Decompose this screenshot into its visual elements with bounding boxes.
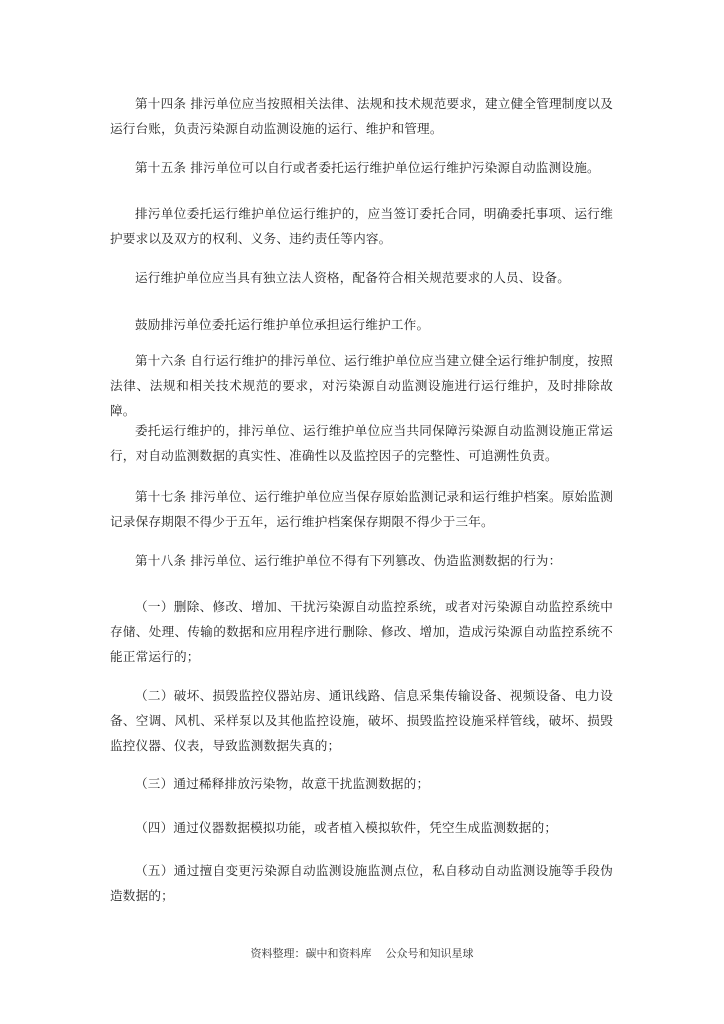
article-18-item-4: （四）通过仪器数据模拟功能，或者植入模拟软件，凭空生成监测数据的； xyxy=(135,820,558,835)
article-15-contract-paragraph: 排污单位委托运行维护单位运行维护的，应当签订委托合同，明确委托事项、运行维护要求以及双方的权利、义务、违约责任等内容。 xyxy=(110,206,613,246)
article-18-item-1: （一）删除、修改、增加、干扰污染源自动监控系统，或者对污染源自动监控系统中存储、处理、传输的数据和应用程序进行删除、修改、增加，造成污染源自动监控系统不能正常运行的； xyxy=(110,599,613,664)
article-15-encourage-paragraph: 鼓励排污单位委托运行维护单位承担运行维护工作。 xyxy=(135,317,430,332)
article-17-paragraph: 第十七条 排污单位、运行维护单位应当保存原始监测记录和运行维护档案。原始监测记录保存期限不得少于五年，运行维护档案保存期限不得少于三年。 xyxy=(110,489,613,529)
article-18-paragraph: 第十八条 排污单位、运行维护单位不得有下列篡改、伪造监测数据的行为： xyxy=(135,553,562,568)
footer-channel-label: 公众号和知识星球 xyxy=(385,947,474,960)
footer-source-label: 资料整理：碳中和资料库 xyxy=(250,947,372,960)
article-14-paragraph: 第十四条 排污单位应当按照相关法律、法规和技术规范要求，建立健全管理制度以及运行台账，负责污染源自动监测设施的运行、维护和管理。 xyxy=(110,96,613,136)
article-18-item-5: （五）通过擅自变更污染源自动监测设施监测点位，私自移动自动监测设施等手段伪造数据的； xyxy=(110,863,613,903)
article-15-paragraph: 第十五条 排污单位可以自行或者委托运行维护单位运行维护污染源自动监测设施。 xyxy=(135,160,600,175)
article-15-qualification-paragraph: 运行维护单位应当具有独立法人资格，配备符合相关规范要求的人员、设备。 xyxy=(135,270,570,285)
article-18-item-2: （二）破坏、损毁监控仪器站房、通讯线路、信息采集传输设备、视频设备、电力设备、空调、风机、采样泵以及其他监控设施，破坏、损毁监控设施采样管线，破坏、损毁监控仪器、仪表，导致监测数据失真的； xyxy=(110,688,613,753)
page-footer xyxy=(0,946,724,962)
article-18-item-3: （三）通过稀释排放污染物，故意干扰监测数据的； xyxy=(135,776,430,791)
article-16-paragraph: 第十六条 自行运行维护的排污单位、运行维护单位应当建立健全运行维护制度，按照法律、法规和相关技术规范的要求，对污染源自动监测设施进行运行维护，及时排除故障。 xyxy=(110,353,613,418)
article-16-entrusted-paragraph: 委托运行维护的，排污单位、运行维护单位应当共同保障污染源自动监测设施正常运行，对自动监测数据的真实性、准确性以及监控因子的完整性、可追溯性负责。 xyxy=(110,423,613,463)
